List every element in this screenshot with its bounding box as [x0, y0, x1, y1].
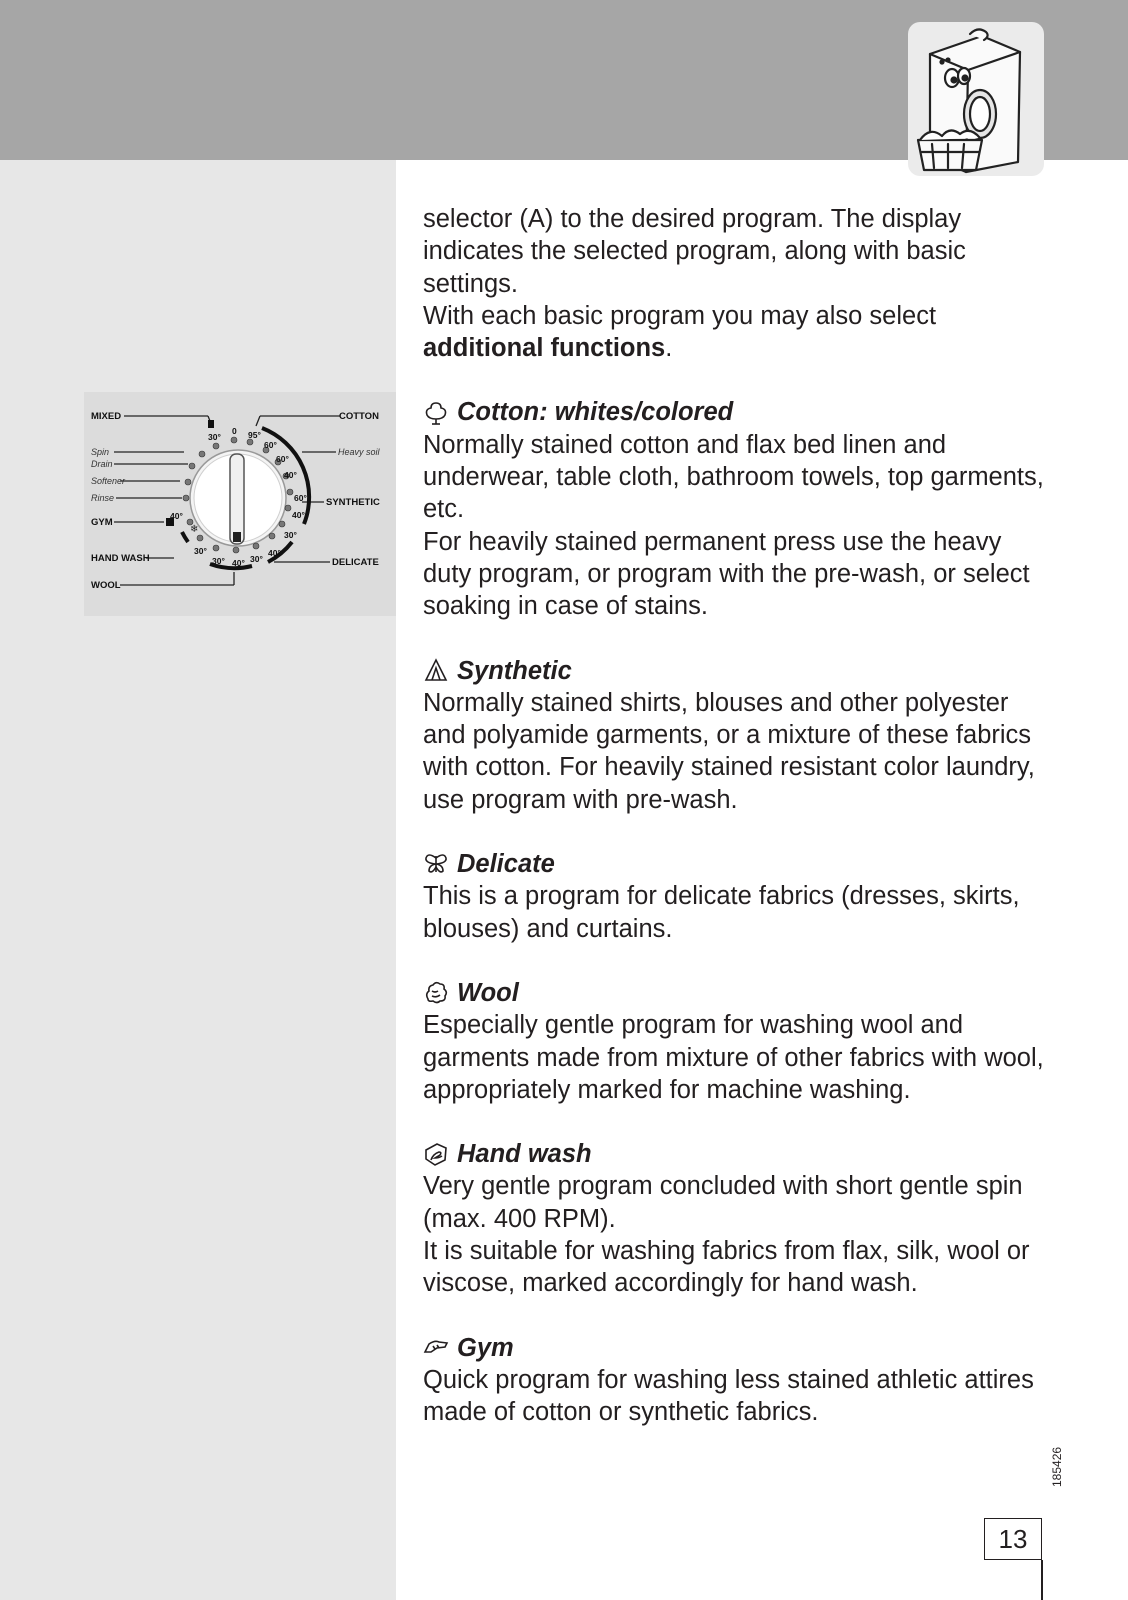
intro-text: selector (A) to the desired program. The display indicates the selected program, along with basic settings.	[423, 205, 966, 298]
section-gym	[423, 1332, 1053, 1429]
section-title: Delicate	[457, 850, 555, 879]
section-text: Normally stained shirts, blouses and other polyester and polyamide garments, or a mixture of these fabrics with cotton. For heavily stained resistant color laundry, use program with pre-wash.	[423, 688, 1035, 814]
section-text: Quick program for washing less stained athletic attires made of cotton or synthetic fabrics.	[423, 1365, 1034, 1427]
dial-label-hand-wash: HAND WASH	[91, 553, 150, 564]
delicate-icon	[423, 850, 449, 878]
section-delicate	[423, 848, 1053, 945]
section-text: Very gentle program concluded with short gentle spin (max. 400 RPM).	[423, 1172, 1023, 1233]
dial-temp: 95°	[248, 430, 261, 440]
section-wool	[423, 977, 1053, 1106]
dial-label-cotton: COTTON	[339, 411, 379, 422]
section-title: Hand wash	[457, 1140, 592, 1169]
dial-label-softener: Softener	[91, 476, 126, 486]
synthetic-icon	[423, 657, 449, 685]
page-number-rule	[1041, 1560, 1043, 1600]
section-text: Especially gentle program for washing wool and garments made from mixture of other fabrics with wool, appropriately marked for machine washing.	[423, 1011, 1044, 1104]
additional-functions-term: additional functions	[423, 334, 666, 363]
dial-label-drain: Drain	[91, 459, 113, 469]
washing-machine-mascot-icon	[908, 22, 1044, 176]
program-dial-figure	[84, 392, 396, 616]
gym-icon	[423, 1334, 449, 1362]
program-descriptions	[423, 203, 1053, 1429]
section-synthetic	[423, 655, 1053, 816]
dial-temp: 0	[232, 426, 237, 436]
dial-temp: 30°	[208, 432, 221, 442]
dial-label-gym: GYM	[91, 517, 113, 528]
dial-label-wool: WOOL	[91, 580, 121, 591]
wool-icon	[423, 979, 449, 1007]
left-margin-column	[0, 160, 396, 1600]
section-text: This is a program for delicate fabrics (dresses, skirts, blouses) and curtains.	[423, 882, 1020, 943]
dial-temp: 30°	[250, 554, 263, 564]
section-text: It is suitable for washing fabrics from flax, silk, wool or viscose, marked accordingly for hand wash.	[423, 1237, 1030, 1298]
dial-label-synthetic: SYNTHETIC	[326, 497, 380, 508]
dial-temp: 40°	[292, 510, 305, 520]
intro-period: .	[665, 334, 673, 363]
section-title: Cotton: whites/colored	[457, 398, 734, 427]
dial-temp: 30°	[194, 546, 207, 556]
section-text: For heavily stained permanent press use the heavy duty program, or program with the pre-wash, or select soaking in case of stains.	[423, 527, 1030, 621]
dial-temp: 60°	[294, 493, 307, 503]
dial-temp: 60°	[264, 440, 277, 450]
dial-temp: 40°	[170, 511, 183, 521]
dial-label-mixed: MIXED	[91, 411, 122, 422]
section-title: Synthetic	[457, 656, 572, 685]
dial-label-delicate: DELICATE	[332, 557, 379, 568]
dial-temp: 30°	[284, 530, 297, 540]
hand-wash-icon	[423, 1140, 449, 1168]
dial-label-spin: Spin	[91, 447, 110, 457]
page-number: 13	[984, 1518, 1042, 1560]
section-title: Wool	[457, 978, 519, 1007]
dial-label-rinse: Rinse	[91, 493, 115, 503]
intro-paragraph	[423, 203, 1053, 364]
dial-temp: 40°	[284, 470, 297, 480]
section-cotton	[423, 396, 1053, 622]
dial-temp: 40°	[268, 548, 281, 558]
section-text: Normally stained cotton and flax bed linen and underwear, table cloth, bathroom towels, top garments, etc.	[423, 430, 1044, 524]
intro-text-2: With each basic program you may also select	[423, 301, 937, 330]
dial-label-heavy-soil: Heavy soil	[338, 447, 380, 457]
dial-temp: 40°	[232, 558, 245, 568]
document-code: 185426	[1050, 1446, 1064, 1488]
section-title: Gym	[457, 1333, 514, 1362]
section-hand-wash	[423, 1138, 1053, 1299]
cotton-icon	[423, 399, 449, 427]
dial-temp: 30°	[212, 556, 225, 566]
dial-temp: 60°	[276, 454, 289, 464]
svg-text:❄: ❄	[190, 524, 199, 535]
